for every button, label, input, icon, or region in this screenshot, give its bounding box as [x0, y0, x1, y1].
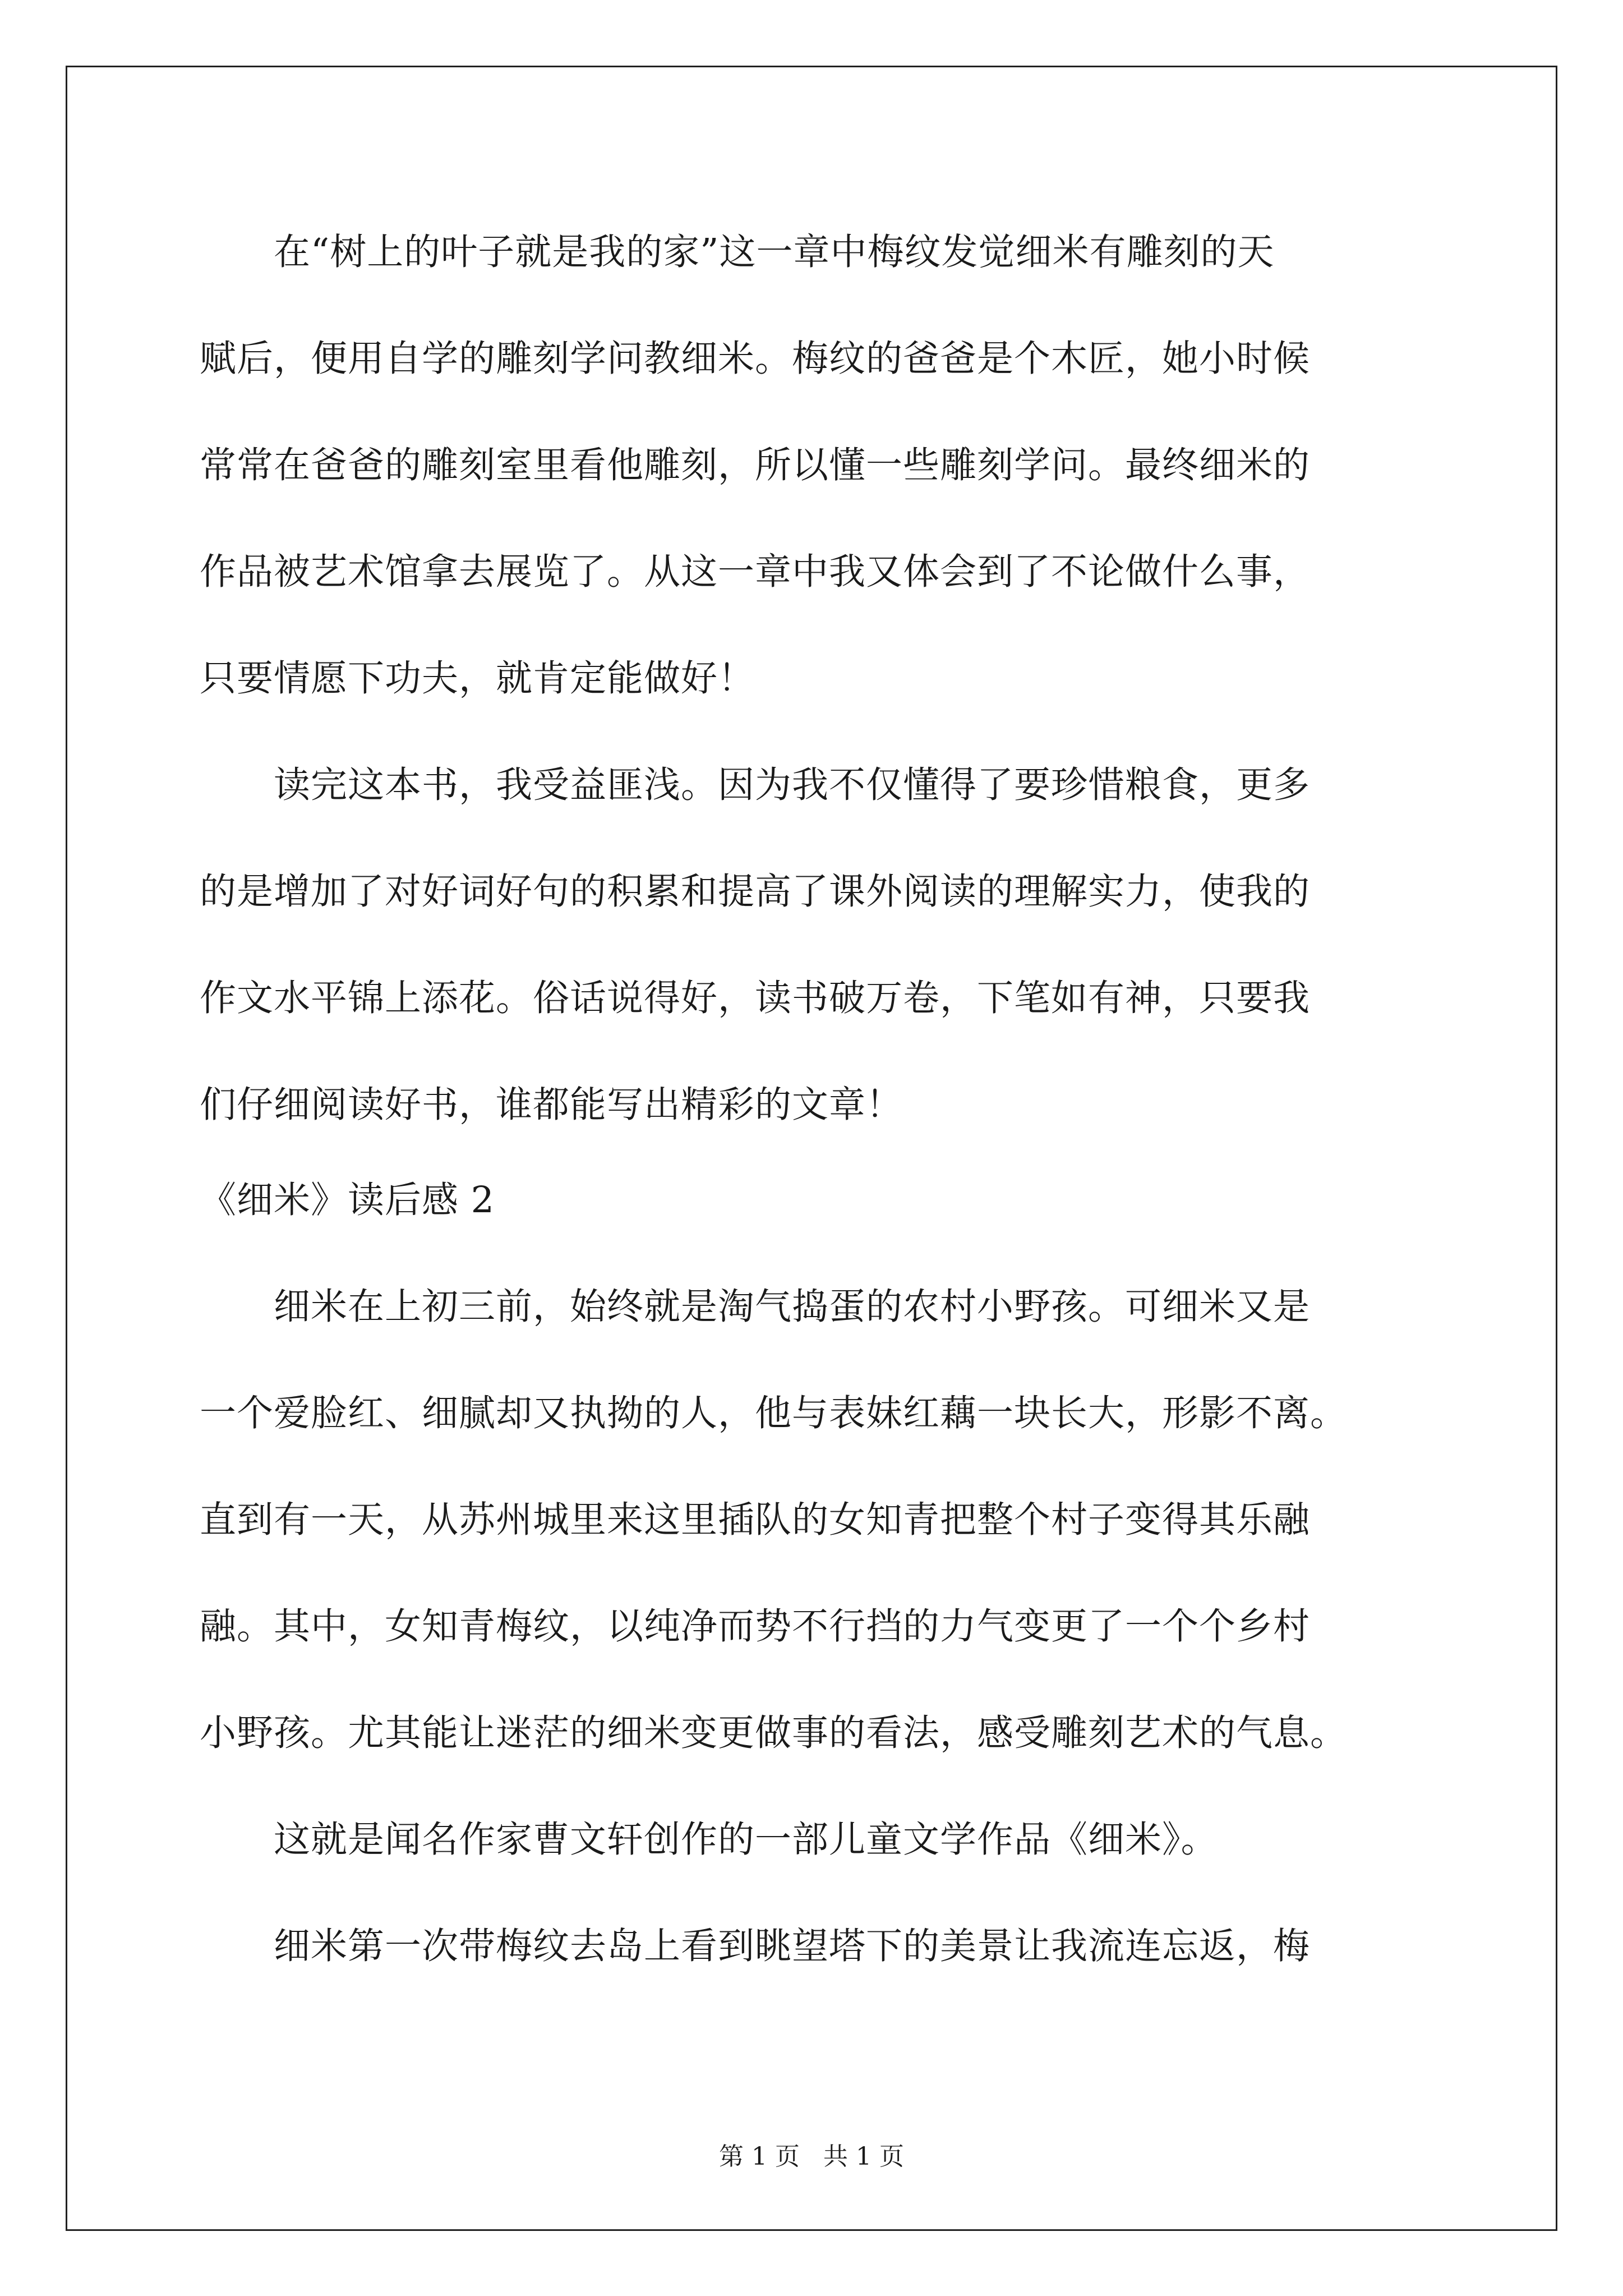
- text-line: 常常在爸爸的雕刻室里看他雕刻，所以懂一些雕刻学问。最终细米的: [200, 444, 1311, 486]
- text-line: 直到有一天，从苏州城里来这里插队的女知青把整个村子变得其乐融: [200, 1499, 1311, 1541]
- text-line: 细米在上初三前，始终就是淘气捣蛋的农村小野孩。可细米又是: [200, 1286, 1311, 1328]
- section-heading: 《细米》读后感 2: [200, 1179, 495, 1221]
- page-footer: 第 1 页 共 1 页: [719, 2142, 904, 2171]
- text-line: 的是增加了对好词好句的积累和提高了课外阅读的理解实力，使我的: [200, 871, 1311, 913]
- text-line: 读完这本书，我受益匪浅。因为我不仅懂得了要珍惜粮食，更多: [200, 764, 1311, 806]
- text-line: 赋后，便用自学的雕刻学问教细米。梅纹的爸爸是个木匠，她小时候: [200, 338, 1311, 380]
- text-line: 们仔细阅读好书，谁都能写出精彩的文章！: [200, 1084, 903, 1126]
- text-line: 这就是闻名作家曹文轩创作的一部儿童文学作品《细米》。: [200, 1819, 1218, 1861]
- text-line: 细米第一次带梅纹去岛上看到眺望塔下的美景让我流连忘返，梅: [200, 1925, 1311, 1967]
- text-line: 只要情愿下功夫，就肯定能做好！: [200, 657, 755, 700]
- text-line: 作品被艺术馆拿去展览了。从这一章中我又体会到了不论做什么事，: [200, 551, 1311, 593]
- text-line: 一个爱脸红、细腻却又执拗的人，他与表妹红藕一块长大，形影不离。: [200, 1392, 1348, 1434]
- text-line: 在“树上的叶子就是我的家”这一章中梅纹发觉细米有雕刻的天: [200, 231, 1275, 273]
- text-line: 小野孩。尤其能让迷茫的细米变更做事的看法，感受雕刻艺术的气息。: [200, 1712, 1348, 1754]
- text-line: 作文水平锦上添花。俗话说得好，读书破万卷，下笔如有神，只要我: [200, 977, 1311, 1019]
- page-border: [66, 66, 1557, 2231]
- text-line: 融。其中，女知青梅纹，以纯净而势不行挡的力气变更了一个个乡村: [200, 1605, 1311, 1648]
